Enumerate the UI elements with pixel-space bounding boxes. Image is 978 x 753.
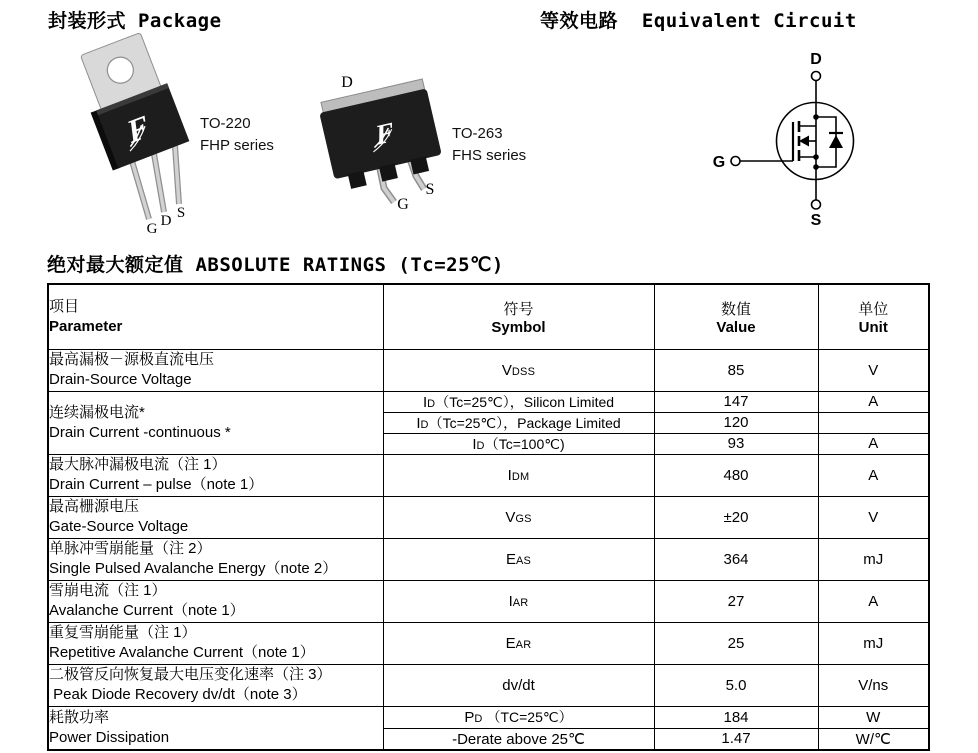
value-cell: 5.0: [654, 664, 818, 706]
to220-series: FHP series: [200, 137, 274, 154]
param-cell: 单脉冲雪崩能量（注 2） Single Pulsed Avalanche Energy（note 2）: [48, 538, 383, 580]
package-section-title: 封装形式 Package: [48, 10, 222, 32]
unit-cell: V/ns: [818, 664, 929, 706]
value-cell: 1.47: [654, 728, 818, 750]
unit-cell: mJ: [818, 622, 929, 664]
symbol-cell: IDM: [383, 454, 654, 496]
unit-cell: V: [818, 496, 929, 538]
symbol-cell: VDSS: [383, 349, 654, 391]
svg-text:F: F: [122, 107, 154, 150]
value-cell: ±20: [654, 496, 818, 538]
param-cell: 连续漏极电流* Drain Current -continuous *: [48, 391, 383, 454]
table-row: [48, 391, 929, 412]
drain-terminal: [812, 72, 821, 81]
to220-pin-label-g: G: [146, 221, 158, 237]
table-row: [48, 538, 929, 580]
unit-cell: mJ: [818, 538, 929, 580]
unit-cell: A: [818, 454, 929, 496]
unit-cell: [818, 412, 929, 433]
symbol-cell: EAR: [383, 622, 654, 664]
symbol-cell: dv/dt: [383, 664, 654, 706]
source-label: S: [810, 212, 822, 229]
header-value: 数值 Value: [654, 284, 818, 349]
header-unit: 单位 Unit: [818, 284, 929, 349]
table-row: [48, 454, 929, 496]
value-cell: 364: [654, 538, 818, 580]
table-row: [48, 580, 929, 622]
source-terminal: [812, 200, 821, 209]
symbol-cell: IAR: [383, 580, 654, 622]
to263-pin-label-d: D: [341, 74, 353, 91]
to263-pin-label-s: S: [425, 181, 435, 198]
value-cell: 184: [654, 706, 818, 728]
equivalent-circuit-diagram: [690, 45, 940, 235]
to263-series: FHS series: [452, 147, 527, 164]
symbol-cell: ID（Tc=100℃): [383, 433, 654, 454]
value-cell: 85: [654, 349, 818, 391]
unit-cell: A: [818, 391, 929, 412]
to263-package-image: [310, 66, 460, 216]
header-parameter: 项目 Parameter: [48, 284, 383, 349]
table-row: [48, 349, 929, 391]
symbol-cell: ID（Tc=25℃），Package Limited: [383, 412, 654, 433]
table-row: [48, 664, 929, 706]
symbol-cell: -Derate above 25℃: [383, 728, 654, 750]
param-cell: 二极管反向恢复最大电压变化速率（注 3） Peak Diode Recovery dv/dt（note 3）: [48, 664, 383, 706]
to220-name: TO-220: [200, 115, 251, 132]
unit-cell: W/℃: [818, 728, 929, 750]
to220-pin-label-d: D: [160, 213, 172, 229]
drain-label: D: [810, 51, 822, 68]
symbol-cell: ID（Tc=25℃），Silicon Limited: [383, 391, 654, 412]
param-cell: 最大脉冲漏极电流（注 1） Drain Current – pulse（note 1）: [48, 454, 383, 496]
channel-arrow: [799, 136, 809, 147]
table-row: [48, 706, 929, 728]
absolute-ratings-table: [47, 283, 930, 751]
header-symbol: 符号 Symbol: [383, 284, 654, 349]
param-cell: 雪崩电流（注 1） Avalanche Current（note 1）: [48, 580, 383, 622]
param-cell: 最高漏极－源极直流电压 Drain-Source Voltage: [48, 349, 383, 391]
value-cell: 27: [654, 580, 818, 622]
symbol-cell: VGS: [383, 496, 654, 538]
unit-cell: V: [818, 349, 929, 391]
table-header-row: [48, 284, 929, 349]
unit-cell: W: [818, 706, 929, 728]
unit-cell: A: [818, 580, 929, 622]
unit-cell: A: [818, 433, 929, 454]
svg-text:F: F: [373, 116, 397, 152]
value-cell: 93: [654, 433, 818, 454]
symbol-cell: EAS: [383, 538, 654, 580]
gate-terminal: [731, 157, 740, 166]
param-cell: 耗散功率 Power Dissipation: [48, 706, 383, 750]
equivalent-circuit-section-title: 等效电路 Equivalent Circuit: [540, 10, 857, 32]
value-cell: 120: [654, 412, 818, 433]
symbol-cell: PD （TC=25℃）: [383, 706, 654, 728]
to263-pin-label-g: G: [397, 196, 409, 213]
value-cell: 147: [654, 391, 818, 412]
to263-name: TO-263: [452, 125, 503, 142]
value-cell: 480: [654, 454, 818, 496]
to220-caption: [200, 113, 274, 157]
value-cell: 25: [654, 622, 818, 664]
to220-pin-label-s: S: [176, 205, 186, 221]
to263-caption: [452, 123, 526, 167]
table-row: [48, 622, 929, 664]
param-cell: 重复雪崩能量（注 1） Repetitive Avalanche Current（note 1）: [48, 622, 383, 664]
ratings-table-title: 绝对最大额定值 ABSOLUTE RATINGS (Tc=25℃): [47, 254, 504, 276]
gate-label: G: [712, 154, 726, 171]
param-cell: 最高栅源电压 Gate-Source Voltage: [48, 496, 383, 538]
body-diode-arrow: [829, 135, 843, 148]
table-row: [48, 496, 929, 538]
